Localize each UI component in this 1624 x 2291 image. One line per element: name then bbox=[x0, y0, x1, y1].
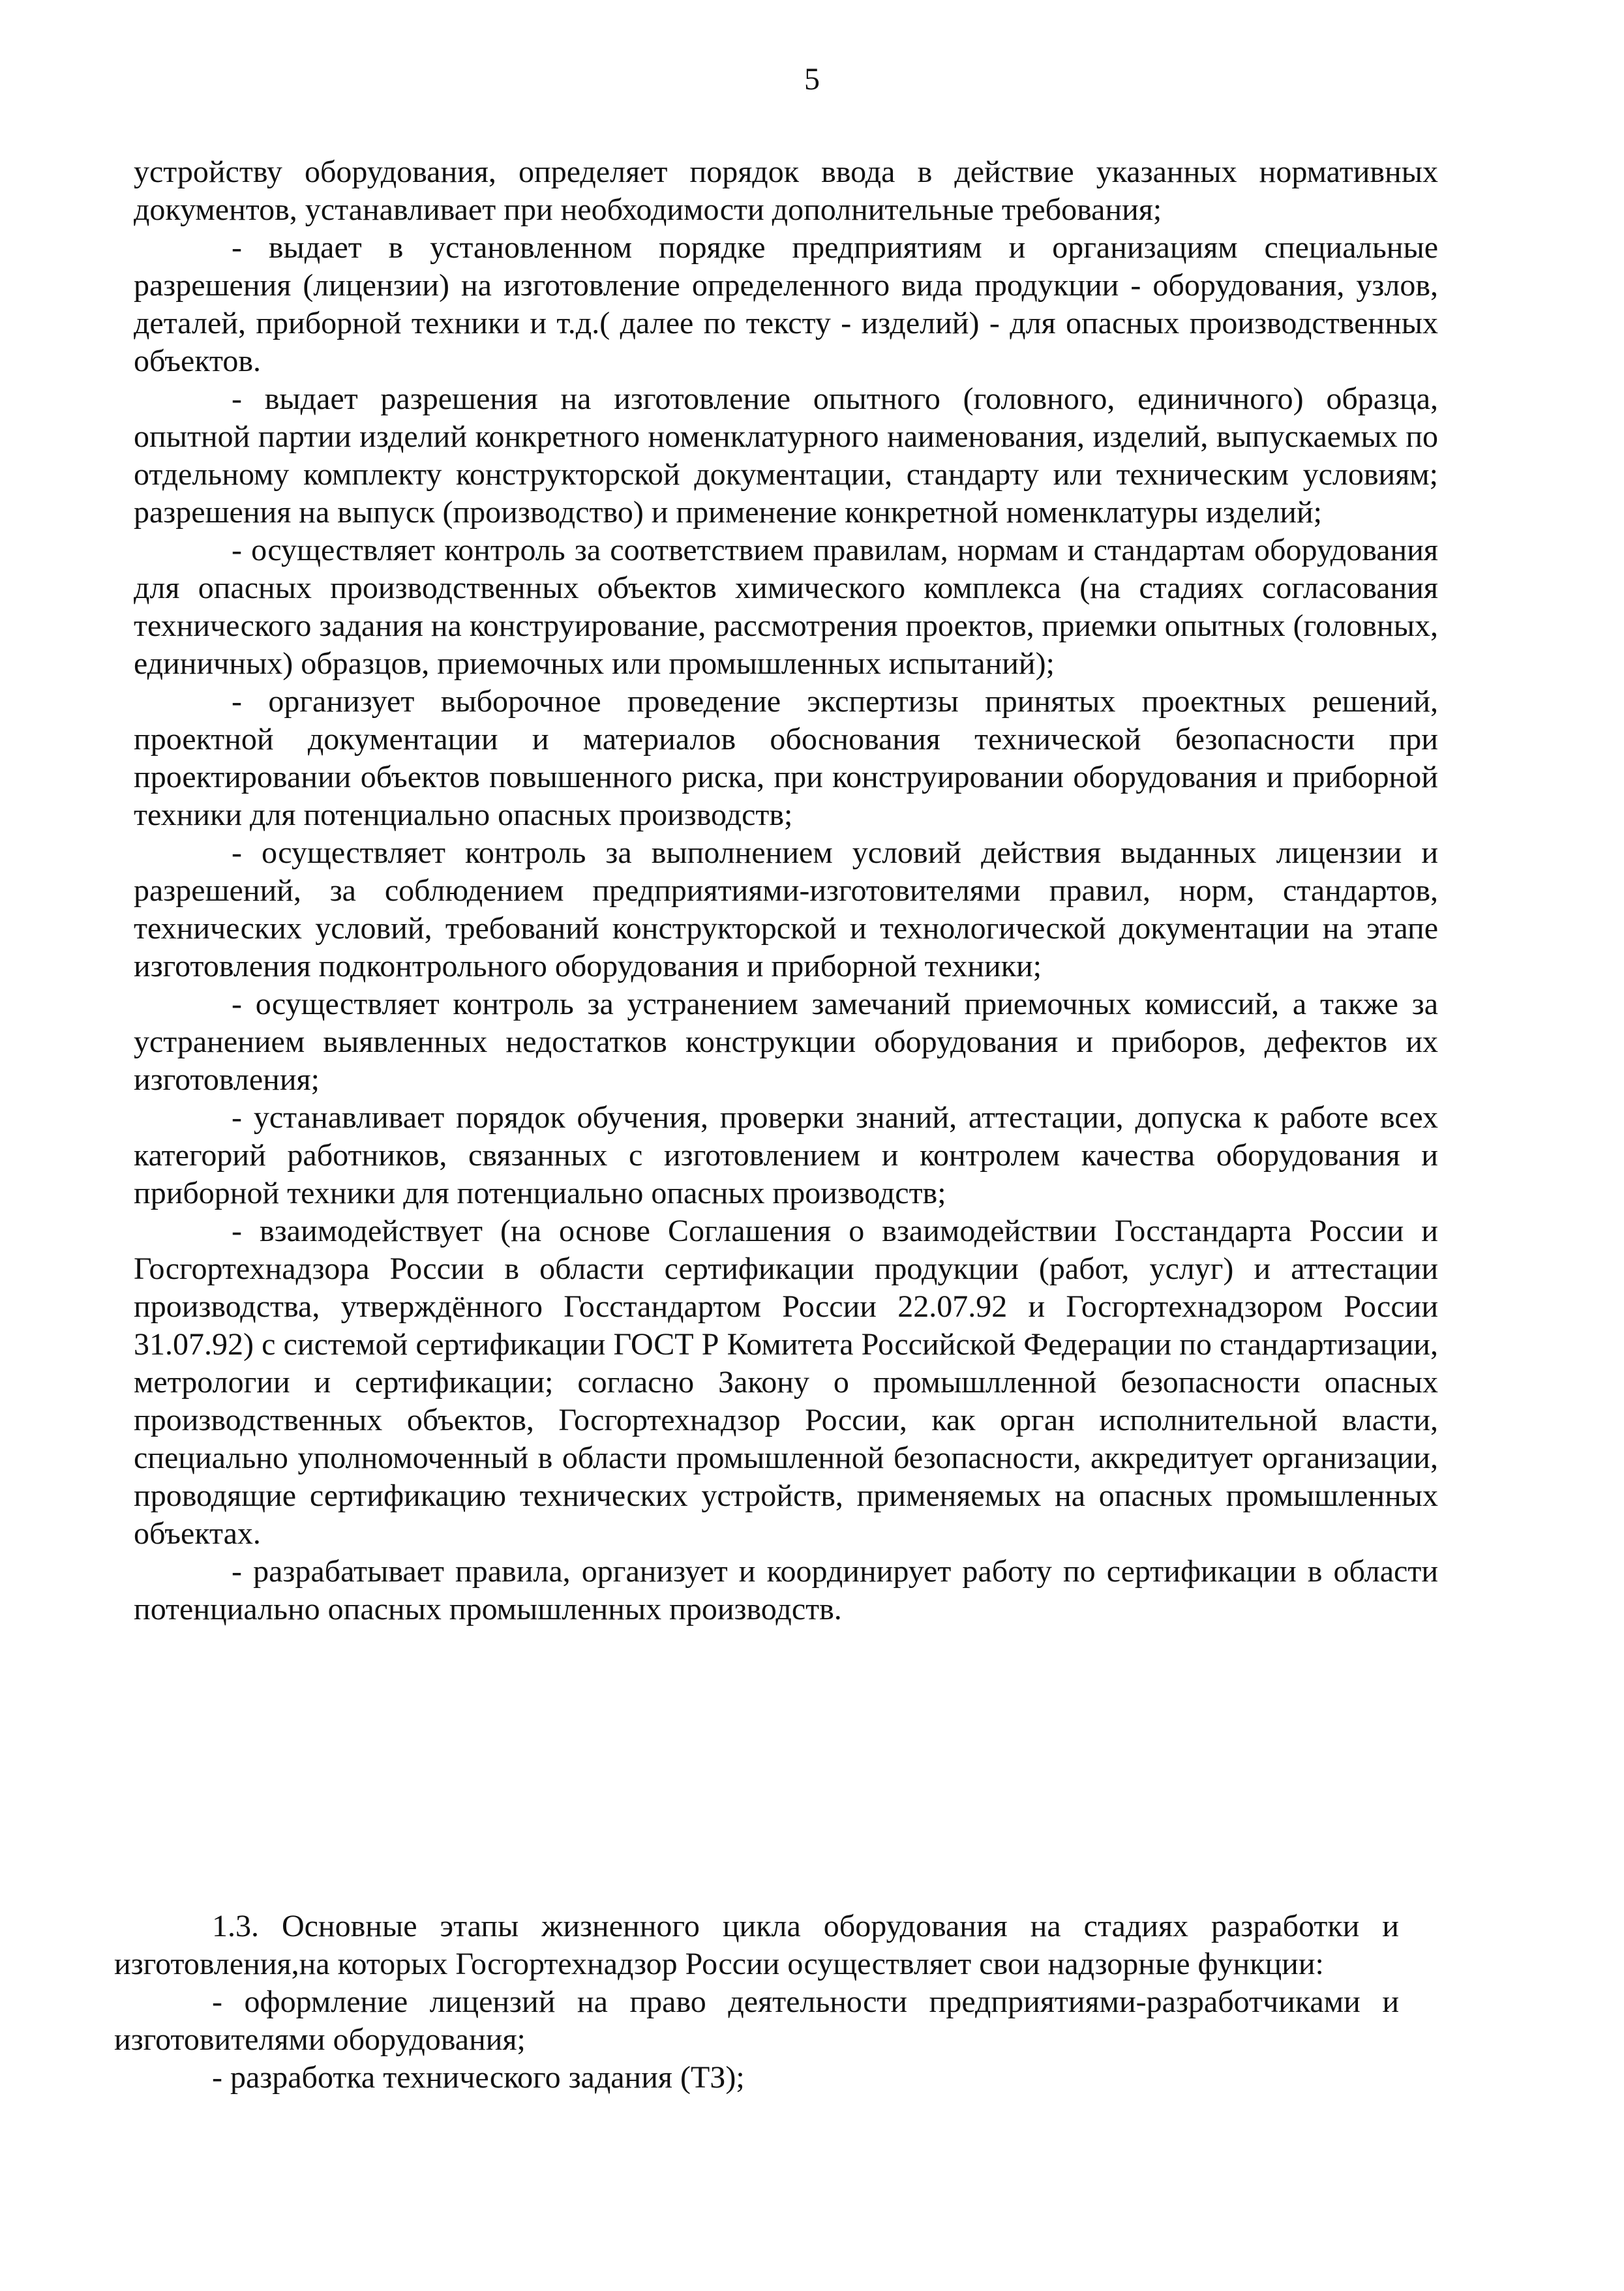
paragraph: - осуществляет контроль за выполнением условий действия выданных лицензии и разрешений, за соблюдением предприятиями-изготовителями правил, норм, стандартов, технических условий, требований конструкторской и технологической документации на этапе изготовления подконтрольного оборудования и приборной техники; bbox=[134, 835, 1438, 983]
paragraph: устройству оборудования, определяет порядок ввода в действие указанных нормативных документов, устанавливает при необходимости дополнительные требования; bbox=[134, 155, 1438, 227]
section-list-item: - оформление лицензий на право деятельности предприятиями-разработчиками и изготовителями оборудования; bbox=[114, 1984, 1399, 2057]
paragraph: - устанавливает порядок обучения, проверки знаний, аттестации, допуска к работе всех категорий работников, связанных с изготовлением и контролем качества оборудования и приборной техники для потенциально опасных производств; bbox=[134, 1100, 1438, 1210]
paragraph: - взаимодействует (на основе Соглашения о взаимодействии Госстандарта России и Госгортехнадзора России в области сертификации продукции (работ, услуг) и аттестации производства, утверждённого Госстандартом России 22.07.92 и Госгортехнадзором России 31.07.92) с системой сертификации ГОСТ Р Комитета Российской Федерации по стандартизации, метрологии и сертификации; согласно Закону о промышлленной безопасности опасных производственных объектов, Госгортехнадзор России, как орган исполнительной власти, специально уполномоченный в области промышленной безопасности, аккредитует организации, проводящие сертификацию технических устройств, применяемых на опасных промышленных объектах. bbox=[134, 1214, 1438, 1551]
page-number: 5 bbox=[804, 62, 820, 97]
paragraph: - выдает в установленном порядке предприятиям и организациям специальные разрешения (лицензии) на изготовление определенного вида продукции - оборудования, узлов, деталей, приборной техники и т.д.( далее по тексту - изделий) - для опасных производственных объектов. bbox=[134, 230, 1438, 378]
paragraph: - осуществляет контроль за устранением замечаний приемочных комиссий, а также за устранением выявленных недостатков конструкции оборудования и приборов, дефектов их изготовления; bbox=[134, 987, 1438, 1097]
section-1-3 bbox=[114, 1908, 1399, 2097]
paragraph: - организует выборочное проведение экспертизы принятых проектных решений, проектной документации и материалов обоснования технической безопасности при проектировании объектов повышенного риска, при конструировании оборудования и приборной техники для потенциально опасных производств; bbox=[134, 684, 1438, 832]
paragraph: - разрабатывает правила, организует и координирует работу по сертификации в области потенциально опасных промышленных производств. bbox=[134, 1554, 1438, 1626]
section-heading-paragraph: 1.3. Основные этапы жизненного цикла оборудования на стадиях разработки и изготовления,на которых Госгортехнадзор России осуществляет свои надзорные функции: bbox=[114, 1909, 1399, 1981]
paragraph: - осуществляет контроль за соответствием правилам, нормам и стандартам оборудования для опасных производственных объектов химического комплекса (на стадиях согласования технического задания на конструирование, рассмотрения проектов, приемки опытных (головных, единичных) образцов, приемочных или промышленных испытаний); bbox=[134, 533, 1438, 681]
section-list-item: - разработка технического задания (ТЗ); bbox=[212, 2060, 745, 2095]
main-text bbox=[134, 153, 1438, 1628]
paragraph: - выдает разрешения на изготовление опытного (головного, единичного) образца, опытной партии изделий конкретного номенклатурного наименования, изделий, выпускаемых по отдельному комплекту конструкторской документации, стандарту или техническим условиям; разрешения на выпуск (производство) и применение конкретной номенклатуры изделий; bbox=[134, 382, 1438, 530]
